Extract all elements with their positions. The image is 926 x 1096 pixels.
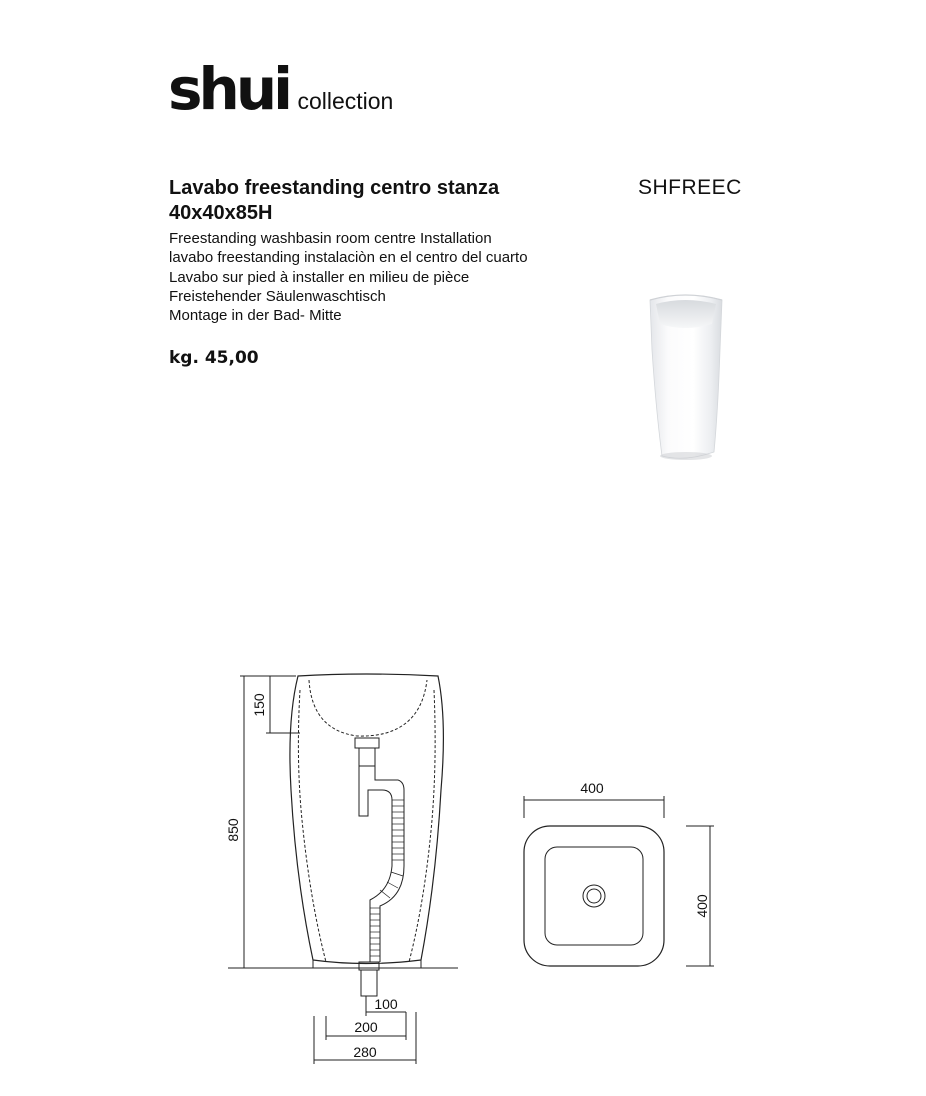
side-view-body [290, 674, 443, 964]
drain-hole-inner [587, 889, 601, 903]
description-line: lavabo freestanding instalaciòn en el centro del cuarto [169, 249, 528, 267]
dim-label-850: 850 [225, 818, 241, 842]
drain-flange [355, 738, 379, 748]
dim-label-100: 100 [374, 996, 398, 1012]
product-code: SHFREEC [638, 176, 742, 199]
dim-label-280: 280 [353, 1044, 377, 1060]
brand-name: shui [168, 55, 289, 123]
dim-label-200: 200 [354, 1019, 378, 1035]
brand-subtitle: collection [297, 88, 394, 114]
dim-label-width: 400 [580, 780, 604, 796]
dim-label-depth: 400 [694, 894, 710, 918]
description-line: Lavabo sur pied à installer en milieu de pièce [169, 268, 470, 286]
basin-inner-dashed [309, 680, 427, 736]
outlet-pipe [361, 970, 377, 996]
drain-hole-outer [583, 885, 605, 907]
product-title-line1: Lavabo freestanding centro stanza [169, 177, 500, 199]
product-title-line2: 40x40x85H [169, 202, 273, 224]
dim-label-150: 150 [251, 693, 267, 717]
description-line: Freestanding washbasin room centre Installation [169, 230, 492, 247]
description-line: Freistehender Säulenwaschtisch [169, 287, 386, 305]
top-view-inner [545, 847, 643, 945]
product-weight: kg. 45,00 [169, 348, 259, 368]
description-line: Montage in der Bad- Mitte [169, 307, 342, 325]
